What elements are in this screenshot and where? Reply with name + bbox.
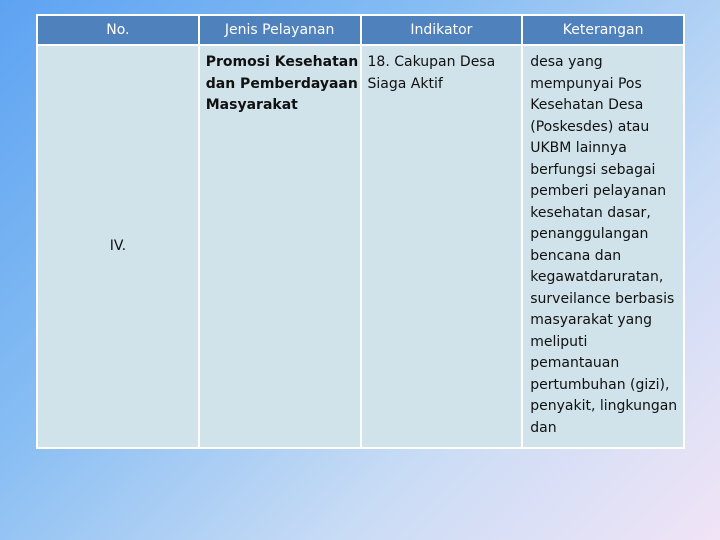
- cell-indikator: 18. Cakupan Desa Siaga Aktif: [361, 45, 523, 448]
- cell-keterangan: desa yang mempunyai Pos Kesehatan Desa (Poskesdes) atau UKBM lainnya berfungsi sebagai pemberi pelayanan kesehatan dasar, penanggulangan bencana dan kegawatdaruratan, surveilance berbasis masyarakat yang meliputi pemantauan pertumbuhan (gizi), penyakit, lingkungan dan: [522, 45, 684, 448]
- header-keterangan: Keterangan: [522, 15, 684, 45]
- service-table: [36, 14, 685, 449]
- cell-jenis-pelayanan: Promosi Kesehatan dan Pemberdayaan Masyarakat: [199, 45, 361, 448]
- header-indikator: Indikator: [361, 15, 523, 45]
- header-jenis-pelayanan: Jenis Pelayanan: [199, 15, 361, 45]
- cell-no: IV.: [37, 45, 199, 448]
- table-row: [37, 45, 684, 448]
- header-no: No.: [37, 15, 199, 45]
- table-header-row: [37, 15, 684, 45]
